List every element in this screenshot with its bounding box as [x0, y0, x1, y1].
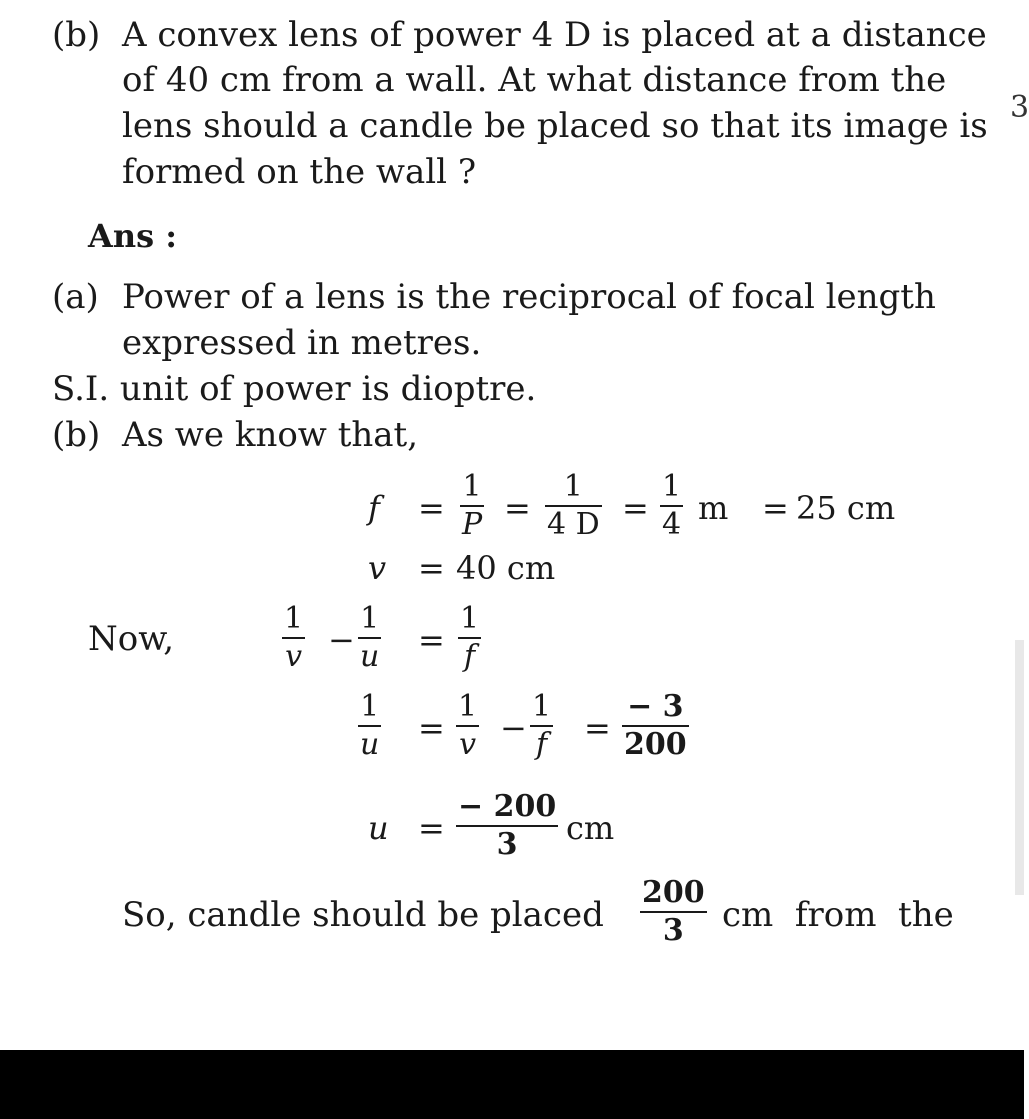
bottom-black-bar	[0, 1050, 1024, 1119]
unit-cm: cm	[566, 809, 615, 847]
answer-b-text: As we know that,	[122, 415, 419, 455]
fraction-1-over-u	[358, 601, 381, 674]
answer-a-label: (a)	[52, 277, 99, 317]
fraction-1-over-f	[458, 601, 481, 674]
math-minus: −	[328, 621, 355, 659]
math-equals: =	[418, 621, 445, 659]
math-equals: =	[584, 709, 611, 747]
fraction-1-over-f	[530, 689, 553, 762]
fraction-numerator: 200	[642, 875, 705, 910]
fraction-denominator: f	[463, 639, 476, 674]
fraction-minus-3-over-200	[622, 689, 689, 762]
math-equals: =	[418, 809, 445, 847]
ans-heading: Ans :	[88, 217, 178, 255]
fraction-1-over-p	[460, 469, 484, 542]
answer-a-line-2: expressed in metres.	[122, 323, 482, 363]
fraction-numerator: 1	[460, 601, 480, 636]
fraction-denominator: u	[360, 639, 380, 674]
answer-a-line-1: Power of a lens is the reciprocal of focal length	[122, 277, 936, 317]
question-b-line-3: lens should a candle be placed so that its image is	[122, 106, 988, 146]
fraction-numerator: − 200	[458, 789, 557, 824]
edge-cropped-glyph: 3	[1010, 90, 1029, 125]
fraction-numerator: 1	[360, 601, 380, 636]
fraction-denominator: f	[535, 727, 548, 762]
fraction-1-over-v	[456, 689, 479, 762]
fraction-denominator: v	[285, 639, 303, 674]
math-f-symbol: f	[368, 489, 380, 527]
fraction-numerator: − 3	[627, 689, 684, 724]
math-equals: =	[418, 709, 445, 747]
si-unit-line: S.I. unit of power is dioptre.	[52, 369, 537, 409]
fraction-1-over-4	[660, 469, 683, 542]
unit-metre: m	[698, 489, 729, 527]
fraction-numerator: 1	[462, 469, 482, 504]
answer-b-label: (b)	[52, 415, 101, 455]
fraction-numerator: 1	[662, 469, 682, 504]
math-equals: =	[418, 549, 445, 587]
fraction-numerator: 1	[360, 689, 380, 724]
math-equals: =	[418, 489, 445, 527]
fraction-1-over-4d	[545, 469, 602, 542]
question-b-label: (b)	[52, 15, 101, 55]
math-u-symbol: u	[368, 809, 389, 847]
fraction-denominator: P	[462, 507, 483, 542]
conclusion-text-end: cm from the	[722, 895, 954, 935]
math-minus: −	[500, 709, 527, 747]
now-label: Now,	[88, 619, 175, 659]
fraction-denominator: 4	[662, 507, 682, 542]
question-b-line-2: of 40 cm from a wall. At what distance from the	[122, 60, 947, 100]
math-equals: =	[622, 489, 649, 527]
fraction-numerator: 1	[532, 689, 552, 724]
math-equals: =	[504, 489, 531, 527]
fraction-numerator: 1	[563, 469, 583, 504]
math-v-symbol: v	[368, 549, 387, 587]
question-b-line-1: A convex lens of power 4 D is placed at a distance	[122, 15, 987, 55]
edge-divider	[1015, 640, 1024, 895]
question-b-line-4: formed on the wall ?	[122, 152, 477, 192]
fraction-numerator: 1	[284, 601, 304, 636]
fraction-200-over-3	[640, 875, 707, 948]
fraction-denominator: 4 D	[547, 507, 600, 542]
fraction-denominator: v	[459, 727, 477, 762]
fraction-1-over-v	[282, 601, 305, 674]
fraction-denominator: u	[360, 727, 380, 762]
fraction-numerator: 1	[458, 689, 478, 724]
fraction-denominator: 3	[662, 913, 684, 948]
fraction-1-over-u	[358, 689, 381, 762]
conclusion-text-start: So, candle should be placed	[122, 895, 604, 935]
image-distance-value: 40 cm	[456, 549, 556, 587]
focal-length-result: 25 cm	[796, 489, 896, 527]
fraction-denominator: 200	[624, 727, 687, 762]
fraction-minus-200-over-3	[456, 789, 558, 862]
fraction-denominator: 3	[496, 827, 518, 862]
math-equals: =	[762, 489, 789, 527]
